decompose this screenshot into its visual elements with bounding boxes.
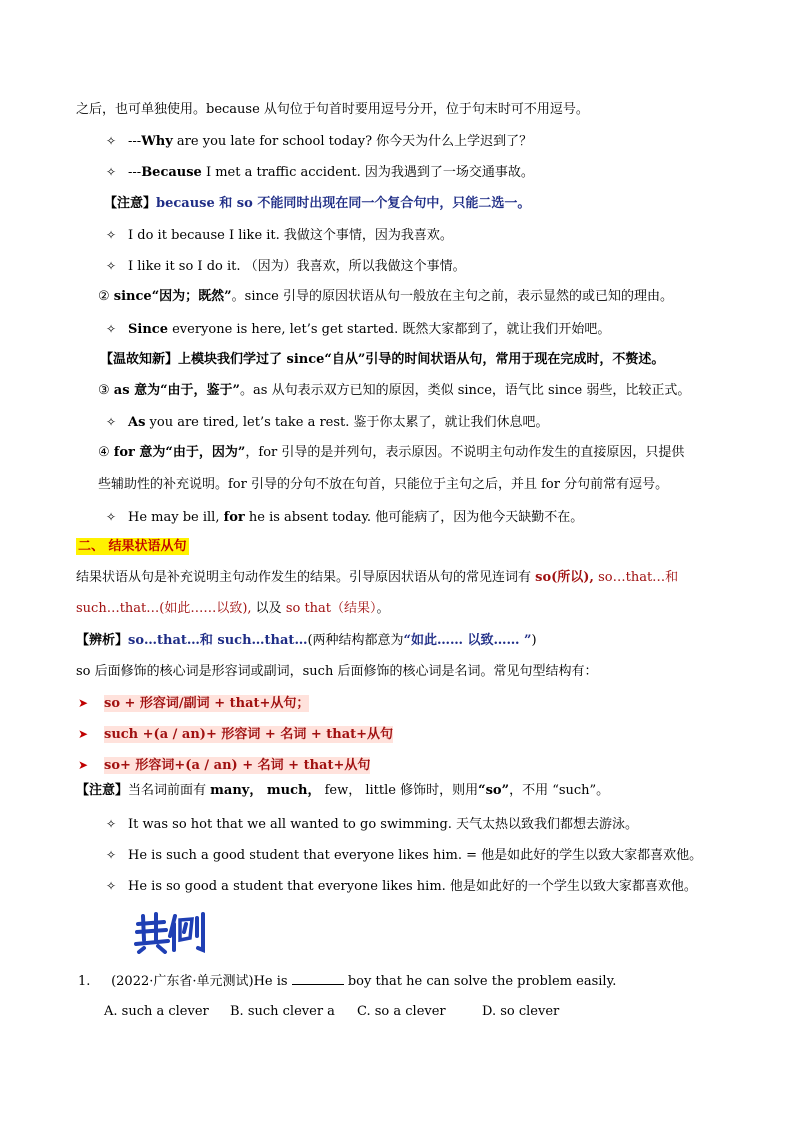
example-so-hot: ✧ It was so hot that we all wanted to go swimming. 天气太热以致我们都想去游泳。 <box>106 817 639 832</box>
option-d[interactable]: D. so clever <box>482 1004 560 1019</box>
example-as: ✧ As you are tired, let’s take a rest. 鉴于你太累了，就让我们休息吧。 <box>106 415 549 430</box>
example-why: ✧ ---Why are you late for school today? 你今天为什么上学迟到了？ <box>106 134 533 149</box>
example-so-good: ✧ He is so good a student that everyone likes him. 他是如此好的一个学生以致大家都喜欢他。 <box>106 879 697 894</box>
diamond-icon: ✧ <box>106 228 117 242</box>
bianxi-line: 【辨析】so…that…和 such…that…(两种结构都意为“如此…… 以致…… ”) <box>76 633 537 648</box>
review-note: 【温故知新】上模块我们学过了 since“自从”引导的时间状语从句，常用于现在完成时，不赘述。 <box>100 352 665 367</box>
answer-blank[interactable] <box>292 972 344 985</box>
as-heading: ③ as 意为“由于，鉴于”。as 从句表示双方已知的原因，类似 since，语气比 since 弱些，比较正式。 <box>98 383 691 398</box>
for-continuation: 些辅助性的补充说明。for 引导的分句不放在句首，只能位于主句之后，并且 for 分句前常有逗号。 <box>98 477 669 492</box>
question-1: 1. (2022·广东省·单元测试)He is boy that he can solve the problem easily. <box>78 974 617 989</box>
option-a[interactable]: A. such a clever <box>104 1004 209 1019</box>
diamond-icon: ✧ <box>106 415 117 429</box>
arrow-bullet-icon: ➤ <box>78 758 89 772</box>
note-because-so: 【注意】because 和 so 不能同时出现在同一个复合句中，只能二选一。 <box>104 196 531 211</box>
arrow-bullet-icon: ➤ <box>78 696 89 710</box>
example-like-it: ✧ I like it so I do it. （因为）我喜欢，所以我做这个事情。 <box>106 259 466 274</box>
diamond-icon: ✧ <box>106 259 117 273</box>
diamond-icon: ✧ <box>106 817 117 831</box>
arrow-bullet-icon: ➤ <box>78 727 89 741</box>
since-heading: ② since“因为；既然”。since 引导的原因状语从句一般放在主句之前，表示显然的或已知的理由。 <box>98 289 673 304</box>
paragraph-line: 之后，也可单独使用。because 从句位于句首时要用逗号分开，位于句末时可不用逗号。 <box>76 102 589 117</box>
pattern-2: ➤ such +(a / an)+ 形容词 + 名词 + that+从句 <box>78 727 394 742</box>
pattern-3: ➤ so+ 形容词+(a / an) + 名词 + that+从句 <box>78 758 371 773</box>
diamond-icon: ✧ <box>106 510 117 524</box>
option-b[interactable]: B. such clever a <box>230 1004 335 1019</box>
example-logo <box>134 910 206 954</box>
options-row <box>104 1003 559 1021</box>
diamond-icon: ✧ <box>106 848 117 862</box>
diamond-icon: ✧ <box>106 879 117 893</box>
diamond-icon: ✧ <box>106 134 117 148</box>
note-many-much: 【注意】当名词前面有 many， much， few， little 修饰时，则用“so”，不用 “such”。 <box>76 783 610 798</box>
pattern-1: ➤ so + 形容词/副词 + that+从句； <box>78 696 310 711</box>
diamond-icon: ✧ <box>106 322 117 336</box>
section-heading: 二、 结果状语从句 <box>78 539 187 554</box>
example-do-it: ✧ I do it because I like it. 我做这个事情，因为我喜欢。 <box>106 228 453 243</box>
option-c[interactable]: C. so a clever <box>357 1004 446 1019</box>
example-since: ✧ Since everyone is here, let’s get started. 既然大家都到了，就让我们开始吧。 <box>106 322 611 337</box>
diamond-icon: ✧ <box>106 165 117 179</box>
for-heading: ④ for 意为“由于，因为”，for 引导的是并列句，表示原因。不说明主句动作发生的直接原因，只提供 <box>98 445 685 460</box>
result-intro-line1: 结果状语从句是补充说明主句动作发生的结果。引导原因状语从句的常见连词有 so(所以), so…that…和 <box>76 570 679 585</box>
example-because: ✧ ---Because I met a traffic accident. 因为我遇到了一场交通事故。 <box>106 165 534 180</box>
core-word-line: so 后面修饰的核心词是形容词或副词，such 后面修饰的核心词是名词。常见句型结构有： <box>76 664 598 679</box>
example-such-good: ✧ He is such a good student that everyone likes him. = 他是如此好的学生以致大家都喜欢他。 <box>106 848 703 863</box>
example-for: ✧ He may be ill, for he is absent today. 他可能病了，因为他今天缺勤不在。 <box>106 510 584 525</box>
result-intro-line2: such…that…(如此……以致), 以及 so that（结果）。 <box>76 601 390 616</box>
